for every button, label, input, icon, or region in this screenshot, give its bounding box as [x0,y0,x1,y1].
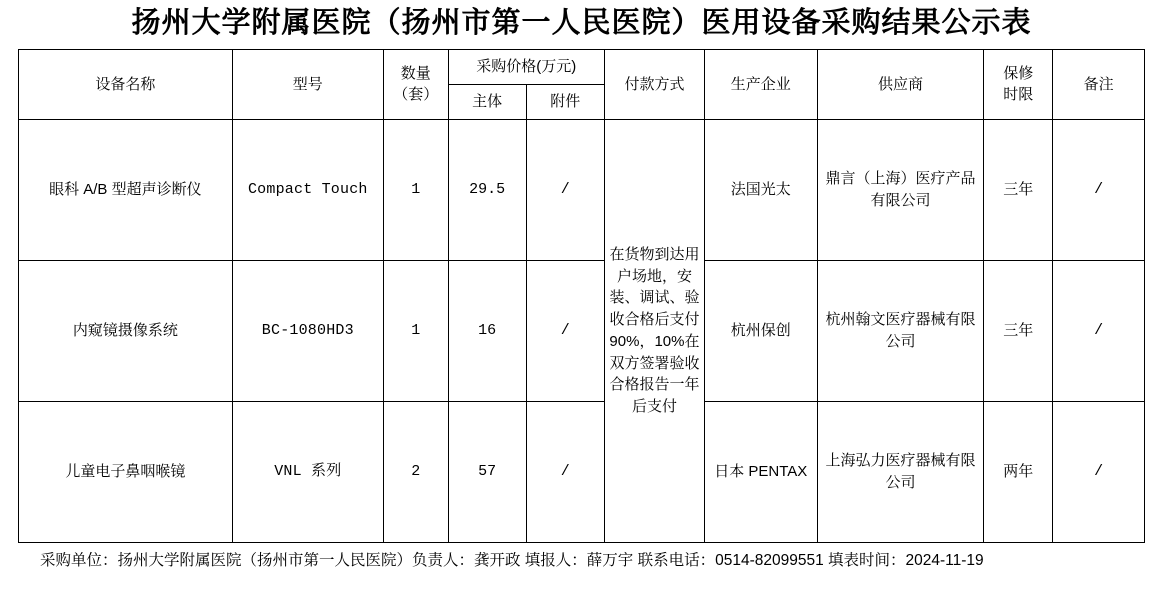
cell-price-accessory: / [526,401,604,542]
cell-warranty: 两年 [984,401,1053,542]
column-header-quantity-line1: 数量 [400,64,431,82]
column-header-price-accessory: 附件 [526,84,604,119]
column-header-purchase-price: 采购价格(万元) [448,49,604,84]
cell-model: BC-1080HD3 [232,260,383,401]
table-row [19,119,1145,260]
cell-payment-method: 在货物到达用户场地，安装、调试、验收合格后支付 90%，10%在双方签署验收合格报告一年后支付 [604,119,704,542]
cell-model: Compact Touch [232,119,383,260]
column-header-warranty-line1: 保修 [1003,64,1034,82]
cell-remark: / [1053,260,1145,401]
cell-price-main: 57 [448,401,526,542]
column-header-supplier: 供应商 [817,49,984,119]
column-header-remark: 备注 [1053,49,1145,119]
column-header-manufacturer: 生产企业 [704,49,817,119]
table-header-row-1 [19,49,1145,84]
cell-supplier: 鼎言（上海）医疗产品有限公司 [817,119,984,260]
cell-equipment-name: 儿童电子鼻咽喉镜 [19,401,233,542]
column-header-payment-method: 付款方式 [604,49,704,119]
cell-quantity: 2 [383,401,448,542]
cell-supplier: 上海弘力医疗器械有限公司 [817,401,984,542]
cell-model: VNL 系列 [232,401,383,542]
procurement-results-table [18,49,1145,543]
column-header-model: 型号 [232,49,383,119]
cell-manufacturer: 杭州保创 [704,260,817,401]
cell-remark: / [1053,119,1145,260]
column-header-warranty [984,49,1053,119]
page-title: 扬州大学附属医院（扬州市第一人民医院）医用设备采购结果公示表 [131,7,1032,39]
cell-quantity: 1 [383,260,448,401]
cell-remark: / [1053,401,1145,542]
cell-price-accessory: / [526,119,604,260]
table-row [19,260,1145,401]
cell-price-accessory: / [526,260,604,401]
table-header [19,49,1145,119]
cell-manufacturer: 日本 PENTAX [704,401,817,542]
cell-manufacturer: 法国光太 [704,119,817,260]
column-header-quantity [383,49,448,119]
cell-warranty: 三年 [984,119,1053,260]
cell-equipment-name: 眼科 A/B 型超声诊断仪 [19,119,233,260]
table-body [19,119,1145,542]
column-header-price-main: 主体 [448,84,526,119]
column-header-warranty-line2: 时限 [1003,86,1034,104]
cell-supplier: 杭州翰文医疗器械有限公司 [817,260,984,401]
cell-price-main: 16 [448,260,526,401]
cell-warranty: 三年 [984,260,1053,401]
column-header-quantity-line2: （套） [393,86,439,104]
cell-equipment-name: 内窥镜摄像系统 [19,260,233,401]
cell-price-main: 29.5 [448,119,526,260]
column-header-equipment-name: 设备名称 [19,49,233,119]
table-row [19,401,1145,542]
cell-quantity: 1 [383,119,448,260]
footer-note: 采购单位：扬州大学附属医院（扬州市第一人民医院）负责人：龚开政 填报人：薛万宇 联系电话：0514-82099551 填表时间：2024-11-19 [40,551,984,569]
